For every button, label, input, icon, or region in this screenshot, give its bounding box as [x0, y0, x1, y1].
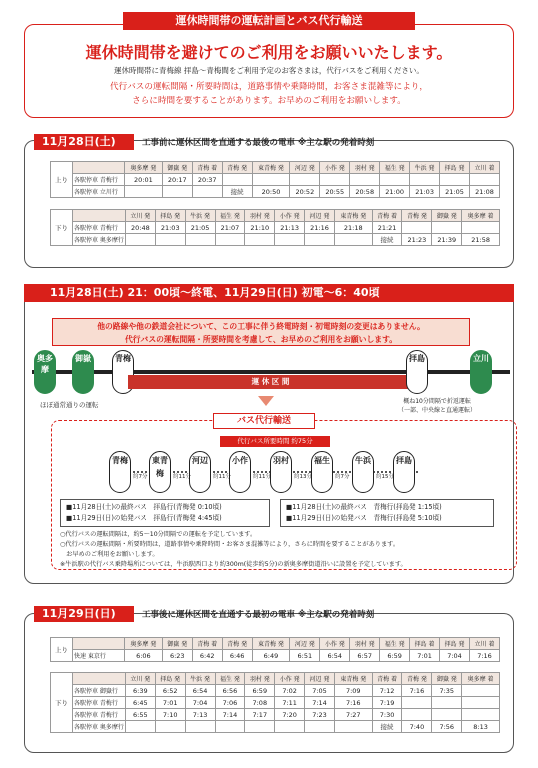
bus-segment-time: 約11分: [173, 474, 191, 480]
bus-stop: 福生: [311, 451, 333, 493]
note-2: ○代行バスの運転間隔・所要時間は，道路事情や乗降時間・お客さま混雑等により，さらに時間を要することがあります。: [60, 541, 400, 548]
station-header: 青梅 着: [372, 673, 402, 685]
station-header: 奥多摩 着: [462, 210, 500, 222]
time-cell: 6:45: [125, 697, 155, 709]
time-cell: 接続: [372, 234, 402, 246]
station-header: 奥多摩 着: [462, 673, 500, 685]
time-cell: [380, 174, 410, 186]
station-header: 青梅 発: [222, 638, 252, 650]
bus-stop: 拝島: [393, 451, 415, 493]
time-cell: 20:55: [320, 186, 350, 198]
station-okutama: 奥多摩: [34, 350, 56, 394]
station-header: 羽村 発: [350, 162, 380, 174]
direction-cell: 上り: [51, 162, 73, 198]
station-header: 福生 発: [215, 210, 245, 222]
station-header: 羽村 発: [350, 638, 380, 650]
time-cell: 6:55: [125, 709, 155, 721]
time-cell: [162, 186, 192, 198]
bus-segment-time: 約15分: [376, 474, 394, 480]
left-bus-line2: ■11月29日(日)の始発バス 拝島行(青梅発 4:45頃): [66, 514, 222, 522]
station-header: 牛浜 発: [185, 210, 215, 222]
table-row: [51, 697, 500, 709]
time-cell: [334, 721, 372, 733]
bus-last-first-right: [280, 499, 494, 527]
header-row: [51, 638, 500, 650]
station-header: 東青梅 発: [252, 162, 290, 174]
time-cell: [402, 697, 432, 709]
station-header: 御嶽 発: [432, 210, 462, 222]
station-header: 福生 発: [380, 638, 410, 650]
section3-up-table: [50, 637, 500, 662]
station-header: 拝島 発: [440, 162, 470, 174]
station-header: 小作 発: [320, 162, 350, 174]
right-note-line2: （一部、中央線と直通運転）: [398, 407, 477, 414]
bus-last-first-left: [60, 499, 270, 527]
time-cell: [432, 709, 462, 721]
rail-track: [32, 370, 510, 374]
bus-stop: 羽村: [270, 451, 292, 493]
station-mitake: 御嶽: [72, 350, 94, 394]
time-cell: 7:11: [275, 697, 305, 709]
train-name: 各駅停車 立川行: [73, 186, 125, 198]
time-cell: 21:08: [470, 186, 500, 198]
time-cell: 7:13: [185, 709, 215, 721]
lead-text: 運休時間帯に青梅線 拝島～青梅間をご利用予定のお客さまは，代行バスをご利用ください。: [114, 66, 424, 75]
station-header: 小作 発: [275, 673, 305, 685]
time-cell: 7:56: [432, 721, 462, 733]
station-header: 立川 着: [470, 638, 500, 650]
time-cell: 6:46: [222, 650, 252, 662]
section2-bar: 11月28日(土) 21：00頃～終電、11月29日(日) 初電～6：40頃: [24, 284, 514, 302]
bus-stop: 東青梅: [149, 451, 171, 493]
time-cell: [215, 234, 245, 246]
time-cell: 7:14: [215, 709, 245, 721]
suspended-section: 運 休 区 間: [128, 375, 413, 389]
right-note-line1: 概ね10分間隔で折返運転: [403, 398, 471, 405]
time-cell: 8:13: [462, 721, 500, 733]
time-cell: 7:30: [372, 709, 402, 721]
note-3: お早めのご利用をお願いします。: [60, 551, 159, 558]
station-header: 青梅 発: [402, 210, 432, 222]
time-cell: [290, 174, 320, 186]
train-name: 各駅停車 青梅行: [73, 709, 126, 721]
time-cell: 20:58: [350, 186, 380, 198]
time-cell: 7:01: [155, 697, 185, 709]
time-cell: [222, 174, 252, 186]
red-note-line1: 代行バスの運転間隔・所要時間は，道路事情や乗降時間，お客さま混雑等により，: [110, 82, 428, 92]
bus-segment-time: 約11分: [253, 474, 271, 480]
time-cell: 20:17: [162, 174, 192, 186]
station-header: 拝島 発: [440, 638, 470, 650]
station-header: 小作 発: [275, 210, 305, 222]
red-note-line2: さらに時間を要することがあります。お早めのご利用をお願いします。: [132, 96, 406, 106]
station-header: 青梅 発: [402, 673, 432, 685]
table-row: [51, 709, 500, 721]
train-name-header: [73, 210, 126, 222]
section1-date: 11月28日(土): [34, 134, 134, 150]
table-row: [51, 222, 500, 234]
direction-cell: 下り: [51, 210, 73, 246]
time-cell: [275, 721, 305, 733]
time-cell: 6:54: [320, 650, 350, 662]
station-ome: 青梅: [112, 350, 134, 394]
time-cell: 21:03: [155, 222, 185, 234]
time-cell: [125, 186, 163, 198]
table-row: [51, 234, 500, 246]
train-name: 快速 東京行: [73, 650, 125, 662]
time-cell: [275, 234, 305, 246]
time-cell: 7:01: [410, 650, 440, 662]
time-cell: [125, 721, 155, 733]
time-cell: 20:48: [125, 222, 155, 234]
time-cell: [252, 174, 290, 186]
time-cell: 7:23: [305, 709, 335, 721]
time-cell: 7:04: [185, 697, 215, 709]
station-header: 小作 発: [320, 638, 350, 650]
time-cell: 21:21: [372, 222, 402, 234]
bus-stop: 青梅: [109, 451, 131, 493]
time-cell: 21:10: [245, 222, 275, 234]
station-header: 御嶽 発: [162, 162, 192, 174]
time-cell: [410, 174, 440, 186]
time-cell: 21:18: [334, 222, 372, 234]
bus-notes: [60, 530, 510, 570]
time-cell: 7:05: [305, 685, 335, 697]
section3-heading: 工事後に運休区間を直通する最初の電車 ※主な駅の発着時刻: [142, 610, 375, 620]
time-cell: [432, 697, 462, 709]
note-1: ○代行バスの運転間隔は，約5～10分間隔での運転を予定しています。: [60, 531, 257, 538]
table-row: [51, 685, 500, 697]
time-cell: [462, 697, 500, 709]
time-cell: 6:59: [245, 685, 275, 697]
time-cell: 6:56: [215, 685, 245, 697]
station-header: 青梅 発: [222, 162, 252, 174]
down-arrow-icon: [258, 396, 274, 406]
station-header: 青梅 着: [192, 162, 222, 174]
station-header: 奥多摩 発: [125, 162, 163, 174]
time-cell: [432, 222, 462, 234]
station-header: 立川 発: [125, 673, 155, 685]
time-cell: 7:08: [245, 697, 275, 709]
table-row: [51, 186, 500, 198]
header-row: [51, 162, 500, 174]
station-tachikawa: 立川: [470, 350, 492, 394]
time-cell: [305, 234, 335, 246]
time-cell: [462, 222, 500, 234]
time-cell: 7:02: [275, 685, 305, 697]
bus-required-time: 代行バス所要時間 約75分: [220, 436, 330, 447]
bus-stop: 牛浜: [352, 451, 374, 493]
train-name: 各駅停車 御嶽行: [73, 685, 126, 697]
time-cell: 21:39: [432, 234, 462, 246]
time-cell: 21:00: [380, 186, 410, 198]
station-header: 奥多摩 発: [125, 638, 163, 650]
station-header: 青梅 着: [192, 638, 222, 650]
time-cell: 7:10: [155, 709, 185, 721]
time-cell: [440, 174, 470, 186]
red-note: [24, 80, 514, 108]
time-cell: 21:13: [275, 222, 305, 234]
time-cell: 20:01: [125, 174, 163, 186]
train-name-header: [73, 638, 125, 650]
time-cell: 7:17: [245, 709, 275, 721]
station-header: 福生 発: [215, 673, 245, 685]
section1-heading: 工事前に運休区間を直通する最後の電車 ※主な駅の発着時刻: [142, 138, 375, 148]
time-cell: 7:04: [440, 650, 470, 662]
time-cell: 接続: [372, 721, 402, 733]
station-header: 東青梅 発: [252, 638, 290, 650]
time-cell: [192, 186, 222, 198]
bus-segment-time: 約11分: [213, 474, 231, 480]
station-header: 羽村 発: [245, 210, 275, 222]
time-cell: 6:42: [192, 650, 222, 662]
station-header: 立川 着: [470, 162, 500, 174]
time-cell: 7:40: [402, 721, 432, 733]
time-cell: 20:37: [192, 174, 222, 186]
time-cell: 21:05: [185, 222, 215, 234]
section3-down-table: [50, 672, 500, 733]
direction-cell: 上り: [51, 638, 73, 662]
time-cell: 6:23: [162, 650, 192, 662]
time-cell: [402, 222, 432, 234]
time-cell: 6:51: [290, 650, 320, 662]
direction-cell: 下り: [51, 673, 73, 733]
right-bus-line2: ■11月29日(日)の始発バス 青梅行(拝島発 5:10頃): [286, 514, 442, 522]
right-note: [398, 397, 476, 415]
table-row: [51, 174, 500, 186]
station-header: 河辺 発: [290, 638, 320, 650]
time-cell: 21:05: [440, 186, 470, 198]
time-cell: [334, 234, 372, 246]
station-header: 東青梅 発: [334, 673, 372, 685]
time-cell: [245, 721, 275, 733]
time-cell: [155, 721, 185, 733]
notice-line1: 他の路線や他の鉄道会社について、この工事に伴う終電時刻・初電時刻の変更はありません。: [97, 322, 425, 331]
train-name: 各駅停車 奥多摩行: [73, 234, 126, 246]
bus-stop: 河辺: [189, 451, 211, 493]
station-header: 拝島 発: [155, 210, 185, 222]
time-cell: 7:20: [275, 709, 305, 721]
time-cell: 6:39: [125, 685, 155, 697]
time-cell: 6:49: [252, 650, 290, 662]
section1-up-table: [50, 161, 500, 198]
station-header: 拝島 発: [155, 673, 185, 685]
right-bus-line1: ■11月28日(土)の最終バス 青梅行(拝島発 1:15頃): [286, 503, 442, 511]
time-cell: [125, 234, 155, 246]
train-name-header: [73, 162, 125, 174]
station-header: 東青梅 発: [334, 210, 372, 222]
time-cell: [185, 721, 215, 733]
station-header: 河辺 発: [305, 673, 335, 685]
notice-line2: 代行バスの運転間隔・所要時間を考慮して、お早めのご利用をお願いします。: [124, 335, 398, 344]
station-header: 拝島 着: [410, 638, 440, 650]
bus-segment-time: 約7分: [133, 474, 148, 480]
bus-title: バス代行輸送: [213, 413, 315, 429]
time-cell: [320, 174, 350, 186]
time-cell: 7:16: [334, 697, 372, 709]
station-header: 立川 発: [125, 210, 155, 222]
left-bus-line1: ■11月28日(土)の最終バス 拝島行(青梅発 0:10頃): [66, 503, 222, 511]
time-cell: 7:12: [372, 685, 402, 697]
time-cell: 接続: [222, 186, 252, 198]
time-cell: 20:50: [252, 186, 290, 198]
time-cell: 21:58: [462, 234, 500, 246]
time-cell: 6:57: [350, 650, 380, 662]
time-cell: 6:59: [380, 650, 410, 662]
station-header: 河辺 発: [305, 210, 335, 222]
time-cell: [245, 234, 275, 246]
header-row: [51, 673, 500, 685]
time-cell: [462, 709, 500, 721]
time-cell: [215, 721, 245, 733]
station-header: 青梅 着: [372, 210, 402, 222]
time-cell: 7:16: [402, 685, 432, 697]
train-name: 各駅停車 青梅行: [73, 174, 125, 186]
station-header: 羽村 発: [245, 673, 275, 685]
table-row: [51, 650, 500, 662]
time-cell: 7:14: [305, 697, 335, 709]
time-cell: 21:07: [215, 222, 245, 234]
bus-segment-time: 約13分: [294, 474, 312, 480]
station-header: 御嶽 発: [432, 673, 462, 685]
bus-segment-time: 約7分: [335, 474, 350, 480]
headline: 運休時間帯を避けてのご利用をお願いいたします。: [85, 43, 453, 62]
train-name-header: [73, 673, 126, 685]
section1-box: [24, 140, 514, 268]
station-header: 御嶽 発: [162, 638, 192, 650]
time-cell: 21:16: [305, 222, 335, 234]
time-cell: 6:52: [155, 685, 185, 697]
time-cell: 6:06: [125, 650, 163, 662]
time-cell: [462, 685, 500, 697]
time-cell: 7:09: [334, 685, 372, 697]
time-cell: 20:52: [290, 186, 320, 198]
train-name: 各駅停車 青梅行: [73, 697, 126, 709]
time-cell: 7:06: [215, 697, 245, 709]
time-cell: 7:35: [432, 685, 462, 697]
train-name: 各駅停車 奥多摩行: [73, 721, 126, 733]
time-cell: [350, 174, 380, 186]
time-cell: [402, 709, 432, 721]
bus-stop: 小作: [229, 451, 251, 493]
note-4: ※牛浜駅の代行バス乗降場所については，牛浜駅西口より約300m(徒歩約5分)の新奥多摩街道沿いに設置を予定しています。: [60, 561, 407, 568]
left-note: ほぼ通常通りの運転: [40, 401, 99, 409]
time-cell: 7:16: [470, 650, 500, 662]
time-cell: [470, 174, 500, 186]
station-header: 牛浜 発: [410, 162, 440, 174]
header-row: [51, 210, 500, 222]
time-cell: 7:27: [334, 709, 372, 721]
station-header: 福生 発: [380, 162, 410, 174]
station-header: 河辺 発: [290, 162, 320, 174]
time-cell: 6:54: [185, 685, 215, 697]
time-cell: [155, 234, 185, 246]
train-name: 各駅停車 青梅行: [73, 222, 126, 234]
station-haijima: 拝島: [406, 350, 428, 394]
time-cell: [305, 721, 335, 733]
section3-date: 11月29日(日): [34, 606, 134, 622]
time-cell: 7:19: [372, 697, 402, 709]
time-cell: 21:23: [402, 234, 432, 246]
table-row: [51, 721, 500, 733]
top-title-bar: 運休時間帯の運転計画とバス代行輸送: [123, 12, 415, 30]
section1-down-table: [50, 209, 500, 246]
time-cell: 21:03: [410, 186, 440, 198]
station-header: 牛浜 発: [185, 673, 215, 685]
notice-box: [52, 318, 470, 346]
time-cell: [185, 234, 215, 246]
